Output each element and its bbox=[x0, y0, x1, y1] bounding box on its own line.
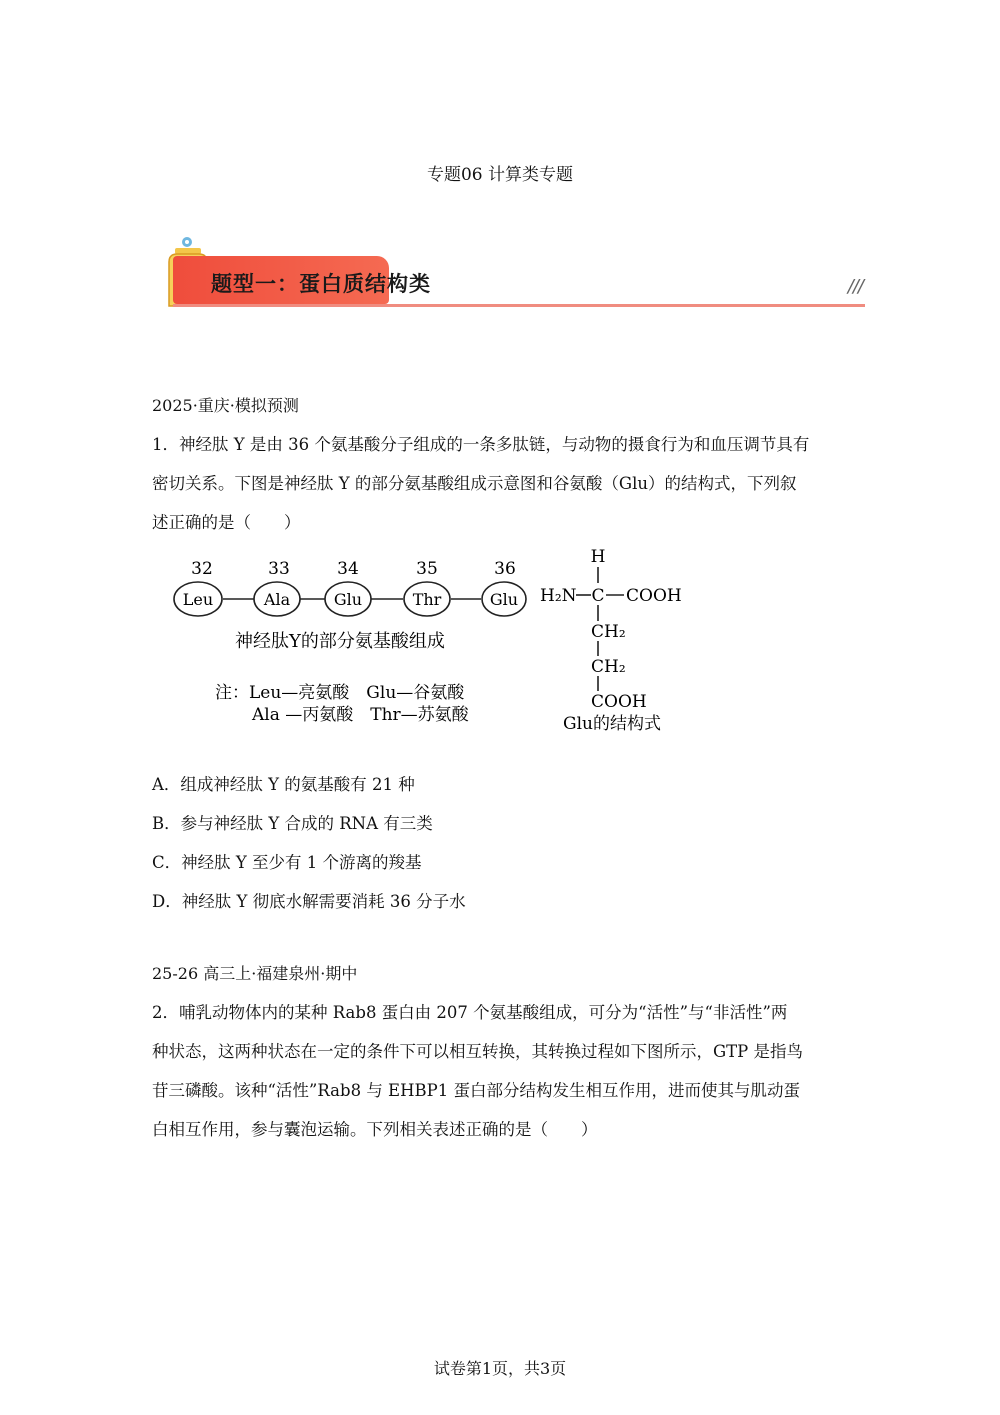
question-stem-line: 种状态，这两种状态在一定的条件下可以相互转换，其转换过程如下图所示，GTP 是指鸟 bbox=[152, 1042, 804, 1061]
figure-note: 注：Leu—亮氨酸 Glu—谷氨酸 bbox=[215, 683, 465, 703]
question-stem-line: 1．神经肽 Y 是由 36 个氨基酸分子组成的一条多肽链，与动物的摄食行为和血压调节具有 bbox=[152, 435, 810, 454]
atom-h: H bbox=[590, 547, 606, 567]
answer-option-d[interactable]: D．神经肽 Y 彻底水解需要消耗 36 分子水 bbox=[152, 892, 466, 911]
residue-label: Glu bbox=[333, 590, 363, 609]
residue-number: 32 bbox=[191, 559, 213, 579]
carboxyl-group: COOH bbox=[626, 586, 682, 606]
answer-option-a[interactable]: A．组成神经肽 Y 的氨基酸有 21 种 bbox=[152, 775, 415, 794]
structure-caption: Glu的结构式 bbox=[563, 714, 661, 734]
section-underline bbox=[173, 304, 865, 307]
page-footer: 试卷第1页，共3页 bbox=[433, 1359, 567, 1378]
amine-group: H₂N bbox=[540, 586, 577, 606]
question-stem-line: 苷三磷酸。该种“活性”Rab8 与 EHBP1 蛋白部分结构发生相互作用，进而使其与肌动蛋 bbox=[152, 1081, 800, 1100]
residue-label: Glu bbox=[489, 590, 519, 609]
question-stem-line: 述正确的是（ ） bbox=[152, 513, 301, 532]
figure-note: Ala —丙氨酸 Thr—苏氨酸 bbox=[252, 705, 469, 725]
residue-label: Ala bbox=[263, 590, 291, 609]
residue-number: 36 bbox=[494, 559, 516, 579]
residue-label: Thr bbox=[412, 590, 442, 609]
document-title: 专题06 计算类专题 bbox=[426, 165, 574, 185]
peptide-figure bbox=[165, 545, 695, 740]
answer-option-c[interactable]: C．神经肽 Y 至少有 1 个游离的羧基 bbox=[152, 853, 422, 872]
alpha-carbon: C bbox=[591, 586, 605, 606]
residue-number: 35 bbox=[416, 559, 438, 579]
question-stem-line: 2．哺乳动物体内的某种 Rab8 蛋白由 207 个氨基酸组成，可分为“活性”与“非活性”两 bbox=[152, 1003, 788, 1022]
methylene-group: CH₂ bbox=[591, 657, 626, 677]
question-stem-line: 白相互作用，参与囊泡运输。下列相关表述正确的是（ ） bbox=[152, 1120, 598, 1139]
decorative-slashes: /// bbox=[847, 276, 863, 297]
question-stem-line: 密切关系。下图是神经肽 Y 的部分氨基酸组成示意图和谷氨酸（Glu）的结构式，下列叙 bbox=[152, 474, 797, 493]
residue-number: 34 bbox=[337, 559, 359, 579]
residue-number: 33 bbox=[268, 559, 290, 579]
chain-caption: 神经肽Y的部分氨基酸组成 bbox=[235, 631, 445, 652]
question-source: 25-26 高三上·福建泉州·期中 bbox=[152, 964, 358, 983]
section-title: 题型一：蛋白质结构类 bbox=[211, 272, 431, 296]
methylene-group: CH₂ bbox=[591, 622, 626, 642]
carboxyl-group: COOH bbox=[591, 692, 647, 712]
residue-label: Leu bbox=[182, 590, 214, 609]
answer-option-b[interactable]: B．参与神经肽 Y 合成的 RNA 有三类 bbox=[152, 814, 433, 833]
question-source: 2025·重庆·模拟预测 bbox=[152, 396, 299, 415]
section-banner bbox=[165, 232, 865, 310]
